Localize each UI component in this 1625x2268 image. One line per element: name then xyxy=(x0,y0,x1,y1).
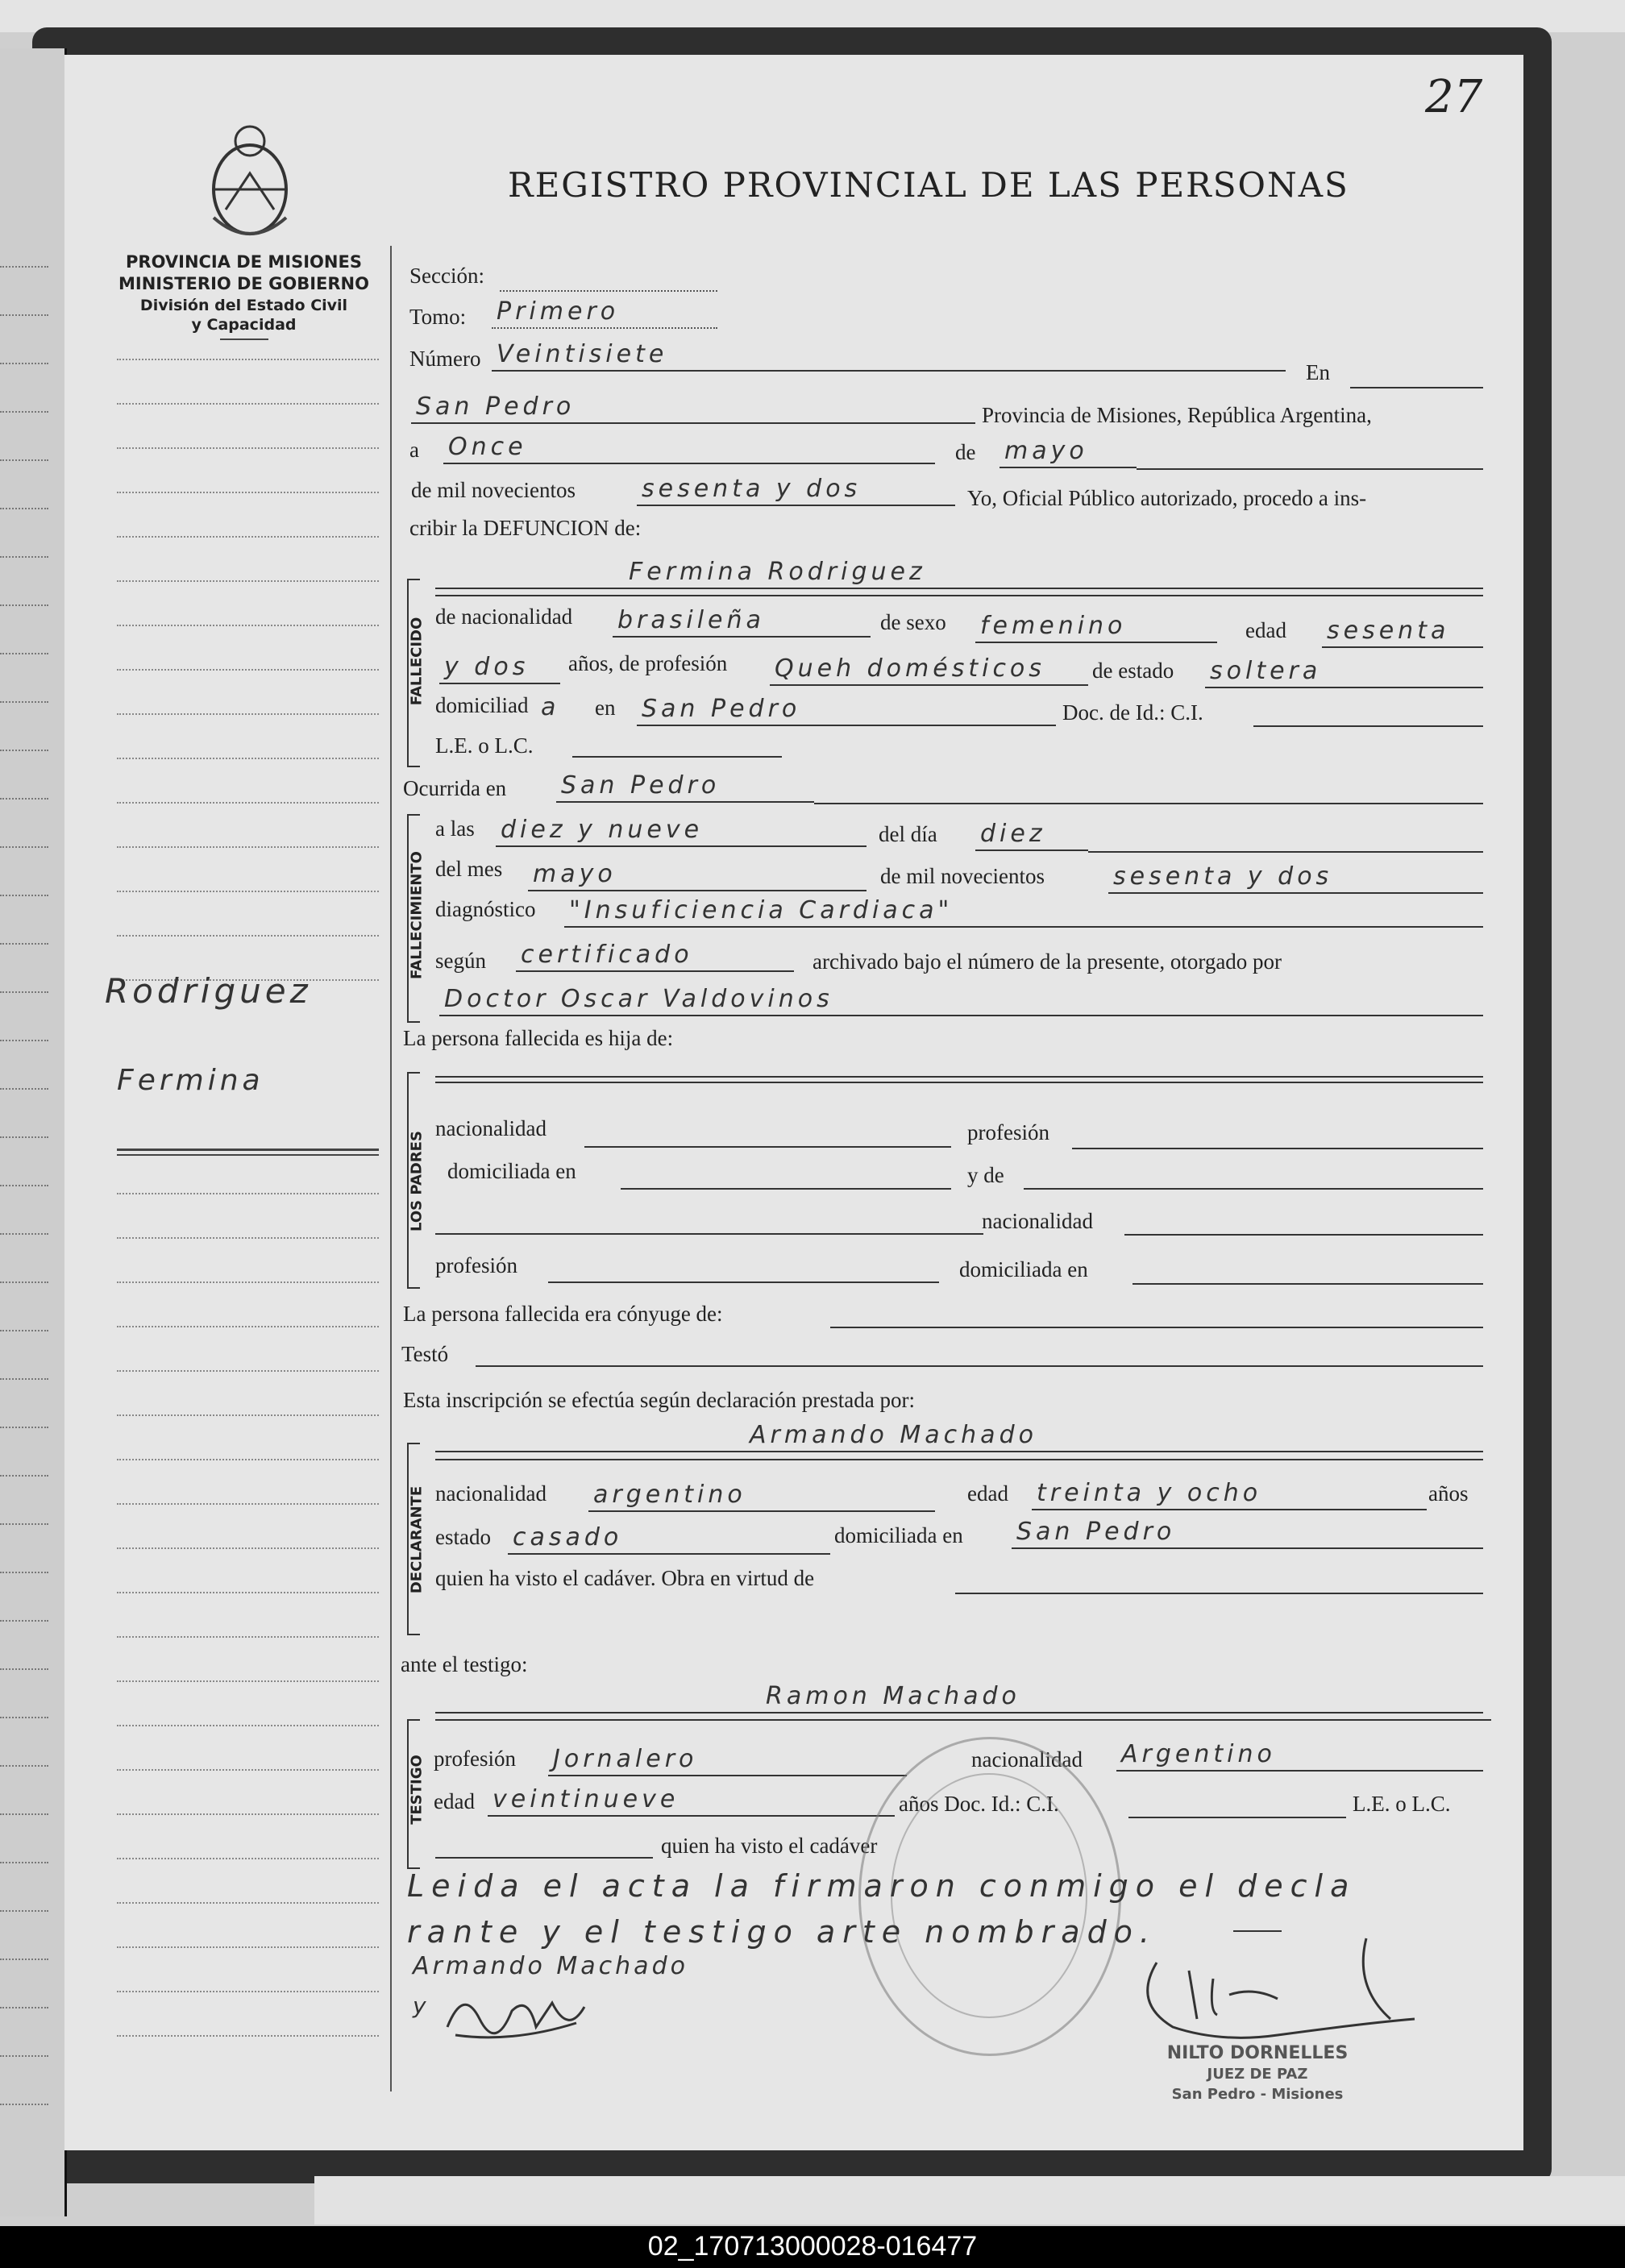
ocurrida-label: Ocurrida en xyxy=(403,776,507,800)
domicilio-en-label: en xyxy=(595,696,616,720)
scan-background-bottom xyxy=(314,2176,1625,2224)
declarante-anos-label: años xyxy=(1428,1481,1469,1506)
padres-linea-blank[interactable] xyxy=(435,1205,959,1234)
signature-prefix: y xyxy=(413,1992,428,2019)
official-title: JUEZ DE PAZ xyxy=(1207,2066,1308,2083)
fallecimiento-mil-label: de mil novecientos xyxy=(880,864,1045,888)
testigo-edad-label: edad xyxy=(434,1789,475,1813)
fallecimiento-section-label: FALLECIMIENTO xyxy=(408,851,426,979)
declarante-estado-label: estado xyxy=(435,1525,491,1549)
declaracion-label: Esta inscripción se efectúa según declaración prestada por: xyxy=(403,1388,915,1412)
ministry-name: MINISTERIO DE GOBIERNO xyxy=(118,274,369,294)
declarante-signature: Armando Machado xyxy=(413,1952,688,1980)
yo-label: Yo, Oficial Público autorizado, procedo a ins- xyxy=(967,486,1367,510)
sexo-field[interactable]: femenino xyxy=(975,614,1217,643)
declarante-nacionalidad-field[interactable]: argentino xyxy=(588,1483,935,1512)
edad-field-2[interactable]: y dos xyxy=(439,655,560,684)
de-label: de xyxy=(955,440,976,464)
testo-field[interactable] xyxy=(476,1338,1483,1367)
en-label: En xyxy=(1306,360,1330,384)
segun-field[interactable]: certificado xyxy=(516,943,794,972)
declarante-edad-field[interactable]: treinta y ocho xyxy=(1032,1481,1427,1510)
numero-field[interactable]: Veintisiete xyxy=(492,343,1286,372)
tomo-field[interactable]: Primero xyxy=(492,300,717,329)
issuer-header xyxy=(105,251,383,340)
a-las-label: a las xyxy=(435,816,475,841)
margin-surname: Rodriguez xyxy=(105,971,312,1011)
closing-line-2: rante y el testigo arte nombrado. xyxy=(407,1914,1157,1950)
declarante-cadaver-label: quien ha visto el cadáver. Obra en virtud de xyxy=(435,1566,815,1590)
nacionalidad-field[interactable]: brasileña xyxy=(613,609,871,638)
testigo-profesion-field[interactable]: Jornalero xyxy=(548,1747,907,1776)
diagnostico-field[interactable]: "Insuficiencia Cardiaca" xyxy=(564,899,1483,928)
hora-field[interactable]: diez y nueve xyxy=(496,818,867,847)
declarante-nacionalidad-label: nacionalidad xyxy=(435,1481,547,1506)
padre-nacionalidad-field[interactable] xyxy=(584,1119,951,1148)
testigo-nombre-field[interactable]: Ramon Machado xyxy=(435,1684,1483,1713)
declarante-edad-label: edad xyxy=(967,1481,1008,1506)
domiciliad-suffix[interactable]: a xyxy=(541,693,560,721)
testigo-nacionalidad-field[interactable]: Argentino xyxy=(1116,1743,1483,1772)
cribir-label: cribir la DEFUNCION de: xyxy=(409,516,642,540)
domicilio-field[interactable]: San Pedro xyxy=(637,697,1056,726)
estado-label: de estado xyxy=(1092,658,1174,683)
testigo-cadaver-label: quien ha visto el cadáver xyxy=(661,1834,878,1858)
madre-domiciliada-label: domiciliada en xyxy=(959,1257,1088,1281)
archivado-label: archivado bajo el número de la presente, otorgado por xyxy=(812,949,1282,974)
declarante-nombre-field[interactable]: Armando Machado xyxy=(435,1423,1483,1452)
testigo-le-label: L.E. o L.C. xyxy=(1353,1792,1451,1816)
division-line-2: y Capacidad xyxy=(191,316,297,334)
madre-nacionalidad-label: nacionalidad xyxy=(982,1209,1093,1233)
madre-nacionalidad-field[interactable] xyxy=(1124,1207,1483,1236)
division-line-1: División del Estado Civil xyxy=(139,296,348,314)
del-dia-label: del día xyxy=(879,822,937,846)
padre-domicilio-field[interactable] xyxy=(621,1161,951,1190)
ocurrida-field[interactable]: San Pedro xyxy=(556,774,814,803)
page-number: 27 xyxy=(1425,71,1483,123)
a-label: a xyxy=(409,438,419,462)
testigo-profesion-label: profesión xyxy=(434,1747,516,1771)
testo-label: Testó xyxy=(401,1342,449,1366)
nacionalidad-label: de nacionalidad xyxy=(435,604,573,629)
coat-of-arms-icon xyxy=(206,121,294,242)
hija-label: La persona fallecida es hija de: xyxy=(403,1026,674,1050)
document-title: REGISTRO PROVINCIAL DE LAS PERSONAS xyxy=(508,165,1349,205)
numero-label: Número xyxy=(409,347,481,371)
diagnostico-label: diagnóstico xyxy=(435,897,536,921)
declarante-section-label: DECLARANTE xyxy=(408,1485,426,1594)
sexo-label: de sexo xyxy=(880,610,946,634)
province-name: PROVINCIA DE MISIONES xyxy=(126,252,362,272)
fallecimiento-dia-field[interactable]: diez xyxy=(975,822,1088,851)
testigo-section-label: TESTIGO xyxy=(408,1755,426,1825)
conyuge-field[interactable] xyxy=(830,1299,1483,1328)
declarante-domicilio-field[interactable]: San Pedro xyxy=(1012,1520,1483,1549)
conyuge-label: La persona fallecida era cónyuge de: xyxy=(403,1302,723,1326)
official-signature-icon xyxy=(1124,1930,1447,2051)
estado-field[interactable]: soltera xyxy=(1205,659,1483,688)
mil-label: de mil novecientos xyxy=(411,478,576,502)
padre-domiciliada-label: domiciliada en xyxy=(447,1159,576,1183)
padre-nacionalidad-label: nacionalidad xyxy=(435,1116,547,1140)
tomo-label: Tomo: xyxy=(409,305,467,329)
domiciliad-label: domiciliad xyxy=(435,693,529,717)
edad-label: edad xyxy=(1245,618,1286,642)
anio-field[interactable]: sesenta y dos xyxy=(637,477,955,506)
fallecimiento-mes-field[interactable]: mayo xyxy=(528,862,867,891)
madre-nombre-field[interactable] xyxy=(1024,1161,1483,1190)
testigo-edad-field[interactable]: veintinueve xyxy=(488,1788,895,1817)
fallecido-section-label: FALLECIDO xyxy=(408,617,426,706)
header-divider xyxy=(220,339,268,340)
column-divider xyxy=(390,246,392,2091)
mes-field[interactable]: mayo xyxy=(1000,439,1137,468)
otorgado-field[interactable]: Doctor Oscar Valdovinos xyxy=(439,987,1483,1016)
left-page-edge xyxy=(0,48,67,2216)
padre-profesion-field[interactable] xyxy=(1072,1120,1483,1149)
declarante-domiciliada-label: domiciliada en xyxy=(834,1523,963,1547)
y-de-label: y de xyxy=(967,1163,1004,1187)
doc-label: Doc. de Id.: C.I. xyxy=(1062,700,1203,725)
doc-field[interactable] xyxy=(1253,698,1483,727)
testigo-anos-doc-label: años Doc. Id.: C.I. xyxy=(899,1792,1059,1816)
edad-field-1[interactable]: sesenta xyxy=(1322,619,1483,648)
provincia-label: Provincia de Misiones, República Argentina, xyxy=(982,403,1372,427)
madre-profesion-field[interactable] xyxy=(548,1254,939,1283)
ante-testigo-label: ante el testigo: xyxy=(401,1652,528,1676)
seccion-label: Sección: xyxy=(409,264,484,288)
madre-domicilio-field[interactable] xyxy=(1133,1256,1483,1285)
padre-profesion-label: profesión xyxy=(967,1120,1049,1144)
seccion-field[interactable] xyxy=(500,263,717,292)
anos-profesion-label: años, de profesión xyxy=(568,651,728,675)
testigo-doc-field[interactable] xyxy=(1128,1789,1346,1818)
fallecimiento-anio-field[interactable]: sesenta y dos xyxy=(1108,865,1483,894)
margin-given-name: Fermina xyxy=(117,1064,264,1097)
le-label: L.E. o L.C. xyxy=(435,733,534,758)
fallecido-nombre-field[interactable]: Fermina Rodriguez xyxy=(435,560,1483,589)
del-mes-label: del mes xyxy=(435,857,503,881)
testigo-extra-field[interactable] xyxy=(435,1830,653,1859)
testigo-nacionalidad-label: nacionalidad xyxy=(971,1747,1083,1772)
le-field[interactable] xyxy=(572,729,782,758)
madre-profesion-label: profesión xyxy=(435,1253,517,1277)
image-caption: 02_170713000028-016477 xyxy=(647,2231,978,2262)
lugar-field[interactable]: San Pedro xyxy=(411,395,975,424)
segun-label: según xyxy=(435,949,486,973)
official-name: NILTO DORNELLES xyxy=(1166,2043,1349,2063)
closing-line-1: Leida el acta la firmaron conmigo el decla xyxy=(407,1868,1357,1904)
padres-section-label: LOS PADRES xyxy=(408,1131,426,1232)
dia-field[interactable]: Once xyxy=(443,435,935,464)
declarante-estado-field[interactable]: casado xyxy=(508,1526,830,1555)
testigo-signature-icon xyxy=(439,1979,625,2051)
profesion-field[interactable]: Queh domésticos xyxy=(770,657,1088,686)
official-place: San Pedro - Misiones xyxy=(1171,2086,1344,2103)
obra-en-virtud-field[interactable] xyxy=(955,1565,1483,1594)
